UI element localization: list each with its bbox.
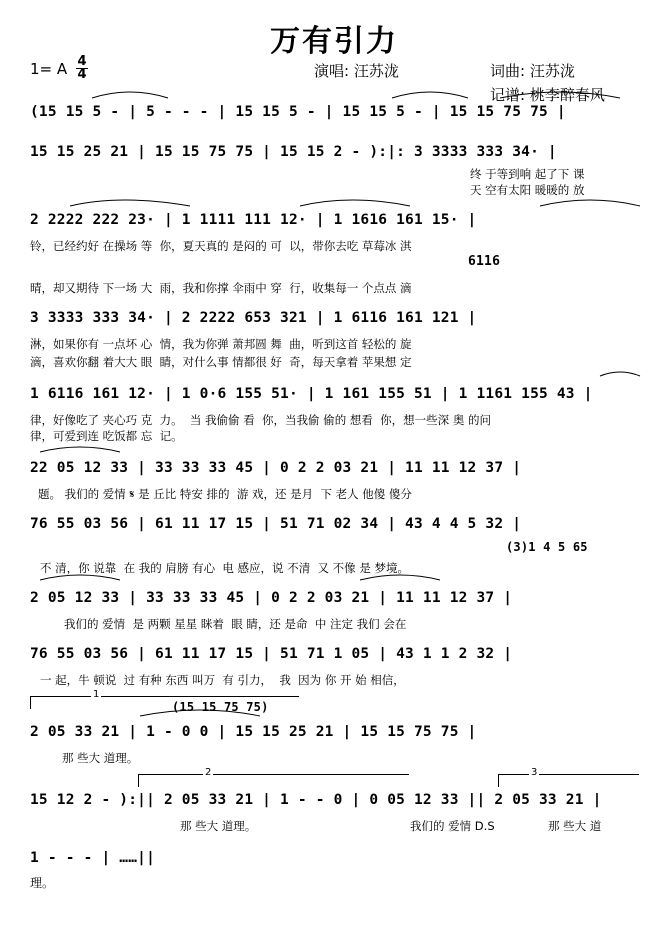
singer-credit: 演唱: 汪苏泷 — [314, 62, 399, 80]
lyric-line-5a: 律，好像吃了 夹心巧 克 力。 当 我偷偷 看 你，当我偷 偷的 想看 你，想一些深 奥 的问 — [30, 413, 491, 427]
song-title: 万有引力 — [270, 24, 398, 59]
lyric-line-3a: 铃，已经约好 在操场 等 你，夏天真的 是闷的 可 以，带你去吃 草莓冰 淇 — [30, 239, 412, 253]
lyric-line-5b: 律，可爱到连 吃饭都 忘 记。 — [30, 429, 183, 443]
composer-credit: 词曲: 汪苏泷 — [490, 62, 575, 80]
slur — [540, 200, 640, 206]
transcriber-credit: 记谱: 桃李醉春风 — [490, 86, 605, 104]
notation-line-8: 2 05 12 33 | 33 33 33 45 | 0 2 2 03 21 | 11 11 12 37 | — [30, 590, 513, 606]
notation-alt-10: (15 15 75 75) — [172, 700, 269, 714]
notation-line-12: 1 - - - | ……|| — [30, 850, 156, 866]
time-signature-bottom: 4 — [77, 67, 87, 82]
notation-line-2: 15 15 25 21 | 15 15 75 75 | 15 15 2 - ):|: 3 3333 333 34· | — [30, 144, 557, 160]
lyric-line-4a: 淋，如果你有 一点坏 心 情，我为你弹 萧邦圆 舞 曲，听到这首 轻松的 旋 — [30, 337, 412, 351]
lyric-line-3b: 晴，却又期待 下一场 大 雨，我和你撑 伞雨中 穿 行，收集每一 个点点 滴 — [30, 281, 412, 295]
notation-line-6: 22 05 12 33 | 33 33 33 45 | 0 2 2 03 21 | 11 11 12 37 | — [30, 460, 522, 476]
final-lyric: 理。 — [30, 876, 55, 890]
lyric-line-9: 一 起，牛 顿说 过 有种 东西 叫万 有 引力， 我 因为 你 开 始 相信， — [40, 673, 405, 687]
volta-3-number: 3 — [531, 767, 538, 778]
lyric-line-2a: 终 于等到响 起了下 课 — [470, 167, 585, 181]
notation-line-11: 15 12 2 - ):|| 2 05 33 21 | 1 - - 0 | 0 05 12 33 || 2 05 33 21 | — [30, 792, 602, 808]
slur — [300, 200, 410, 206]
slur — [600, 372, 640, 376]
notation-line-3: 2 2222 222 23· | 1 1111 111 12· | 1 1616 161 15· | — [30, 212, 477, 228]
volta-2-number: 2 — [205, 767, 212, 778]
notation-alt-7: (3)1 4 5 65 — [506, 540, 588, 554]
notation-line-5: 1 6116 161 12· | 1 0·6 155 51· | 1 161 155 51 | 1 1161 155 43 | — [30, 386, 593, 402]
key-signature: 1= A — [30, 60, 68, 78]
time-signature — [76, 56, 88, 81]
notation-alt-3: 6116 — [468, 254, 501, 269]
slur — [40, 447, 120, 452]
slur — [70, 200, 190, 206]
lyric-line-11c: 那 些大 道 — [548, 819, 602, 833]
notation-line-9: 76 55 03 56 | 61 11 17 15 | 51 71 1 05 | 43 1 1 2 32 | — [30, 646, 513, 662]
time-signature-top: 4 — [77, 54, 87, 69]
volta-2-bracket — [138, 767, 409, 787]
notation-line-4: 3 3333 333 34· | 2 2222 653 321 | 1 6116 161 121 | — [30, 310, 477, 326]
notation-line-1: (15 15 5 - | 5 - - - | 15 15 5 - | 15 15 5 - | 15 15 75 75 | — [30, 104, 566, 120]
lyric-line-7: 不 清，你 说靠 在 我的 肩膀 有心 电 感应，说 不清 又 不像 是 梦境。 — [40, 561, 409, 575]
lyric-line-4b: 滴，喜欢你翻 着大大 眼 睛，对什么事 情都很 好 奇，每天拿着 苹果想 定 — [30, 355, 412, 369]
slur — [92, 92, 168, 98]
lyric-line-6: 题。 我们的 爱情 𝄋 是 丘比 特安 排的 游 戏，还 是月 下 老人 他傻 傻分 — [38, 487, 412, 501]
lyric-line-2b: 天 空有太阳 暖暖的 放 — [470, 183, 585, 197]
lyric-line-11b: 我们的 爱情 D.S — [410, 819, 495, 833]
notation-line-7: 76 55 03 56 | 61 11 17 15 | 51 71 02 34 | 43 4 4 5 32 | — [30, 516, 522, 532]
lyric-line-10: 那 些大 道理。 — [62, 751, 139, 765]
slur — [392, 92, 468, 98]
volta-1-number: 1 — [93, 689, 100, 700]
volta-3-bracket — [498, 767, 639, 787]
lyric-line-8: 我们的 爱情 是 两颗 星星 眯着 眼 睛，还 是命 中 注定 我们 会在 — [64, 617, 407, 631]
lyric-line-11a: 那 些大 道理。 — [180, 819, 257, 833]
notation-line-10: 2 05 33 21 | 1 - 0 0 | 15 15 25 21 | 15 15 75 75 | — [30, 724, 477, 740]
